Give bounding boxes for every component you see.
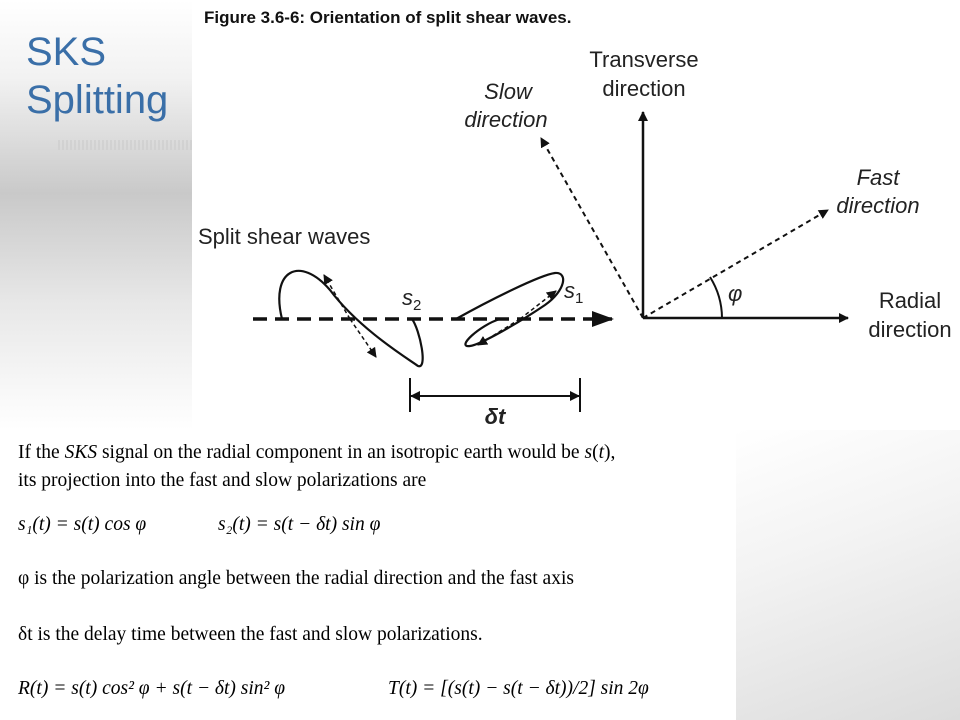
equation-s2: s₂(t) = s(t − δt) sin φ (218, 514, 381, 535)
equation-s1: s₁(t) = s(t) cos φ (18, 514, 147, 535)
fast-wave-s1 (456, 273, 563, 346)
signal-t: t (598, 442, 604, 463)
delay-time-label: δt (484, 404, 506, 429)
fast-label-line2: direction (836, 193, 920, 218)
intro-line-1 (18, 442, 615, 464)
s1-label-letter: s (564, 278, 575, 303)
radial-label-line1: Radial (878, 288, 942, 313)
s1-polarization-arrow-up (520, 291, 556, 319)
delta-t-definition: δt is the delay time between the fast and slow polarizations. (18, 624, 483, 645)
s2-label-subscript: 2 (413, 297, 422, 314)
shear-wave-orientation-diagram (192, 30, 960, 430)
equation-transverse: T(t) = [(s(t) − s(t − δt))/2] sin 2φ (388, 678, 649, 699)
s2-polarization-arrow-up (324, 275, 350, 319)
phi-angle-arc (710, 277, 722, 318)
transverse-label-line1: Transverse (589, 47, 699, 72)
slide-title: SKS Splitting (26, 30, 169, 122)
split-shear-waves-label: Split shear waves (198, 224, 371, 249)
decorative-stripes (58, 140, 192, 150)
equation-radial: R(t) = s(t) cos² φ + s(t − δt) sin² φ (18, 678, 286, 699)
intro-line-2: its projection into the fast and slow polarizations are (18, 470, 427, 491)
intro-text-b: signal on the radial component in an isotropic earth would be (97, 442, 585, 463)
equations-text-panel (0, 430, 736, 720)
s1-label-subscript: 1 (575, 290, 584, 307)
s2-label (402, 285, 421, 314)
radial-label-line2: direction (868, 317, 952, 342)
s2-label-letter: s (402, 285, 413, 310)
slow-label-line2: direction (464, 107, 548, 132)
sks-term: SKS (64, 442, 98, 463)
fast-label-line1: Fast (856, 165, 900, 190)
phi-definition: φ is the polarization angle between the radial direction and the fast axis (18, 568, 574, 589)
figure-caption: Figure 3.6-6: Orientation of split shear waves. (204, 8, 572, 27)
paren-close: ), (603, 442, 616, 463)
phi-label: φ (728, 281, 743, 306)
s1-label (564, 278, 583, 307)
signal-s: s (584, 442, 593, 463)
slow-label-line1: Slow (484, 79, 532, 104)
slow-direction-arrow (541, 138, 643, 318)
right-gradient-background (736, 430, 960, 720)
transverse-label-line2: direction (602, 76, 686, 101)
paren-open: ( (592, 442, 599, 463)
intro-text-a: If the (18, 442, 65, 463)
